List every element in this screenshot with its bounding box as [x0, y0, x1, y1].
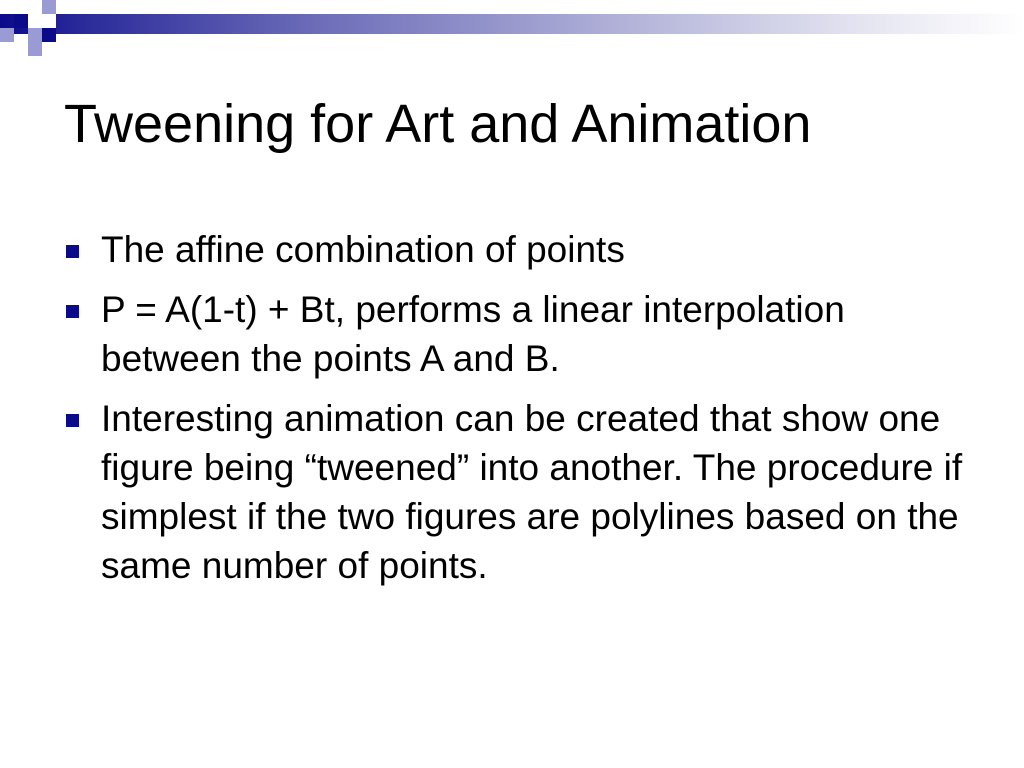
header-square-decoration [28, 42, 42, 56]
header-square-decoration [42, 0, 56, 14]
square-bullet-icon [66, 245, 79, 258]
header-square-decoration [42, 28, 56, 42]
header-square-decoration [28, 28, 42, 42]
bullet-item [64, 225, 964, 274]
square-bullet-icon [66, 414, 79, 427]
header-square-decoration [14, 14, 28, 28]
bullet-item [64, 394, 964, 590]
bullet-text: Interesting animation can be created that show one figure being “tweened” into another. The procedure if simplest if the two figures are polylines based on the same number of points. [101, 398, 963, 586]
bullet-list [64, 225, 964, 601]
slide-title: Tweening for Art and Animation [64, 94, 812, 154]
header-gradient-bar [0, 14, 1024, 34]
header-square-decoration [42, 14, 56, 28]
header-square-decoration [0, 28, 14, 42]
square-bullet-icon [66, 305, 79, 318]
bullet-text: P = A(1-t) + Bt, performs a linear interpolation between the points A and B. [101, 289, 845, 379]
header-square-decoration [28, 14, 42, 28]
bullet-text: The affine combination of points [101, 229, 625, 270]
bullet-item [64, 285, 964, 383]
